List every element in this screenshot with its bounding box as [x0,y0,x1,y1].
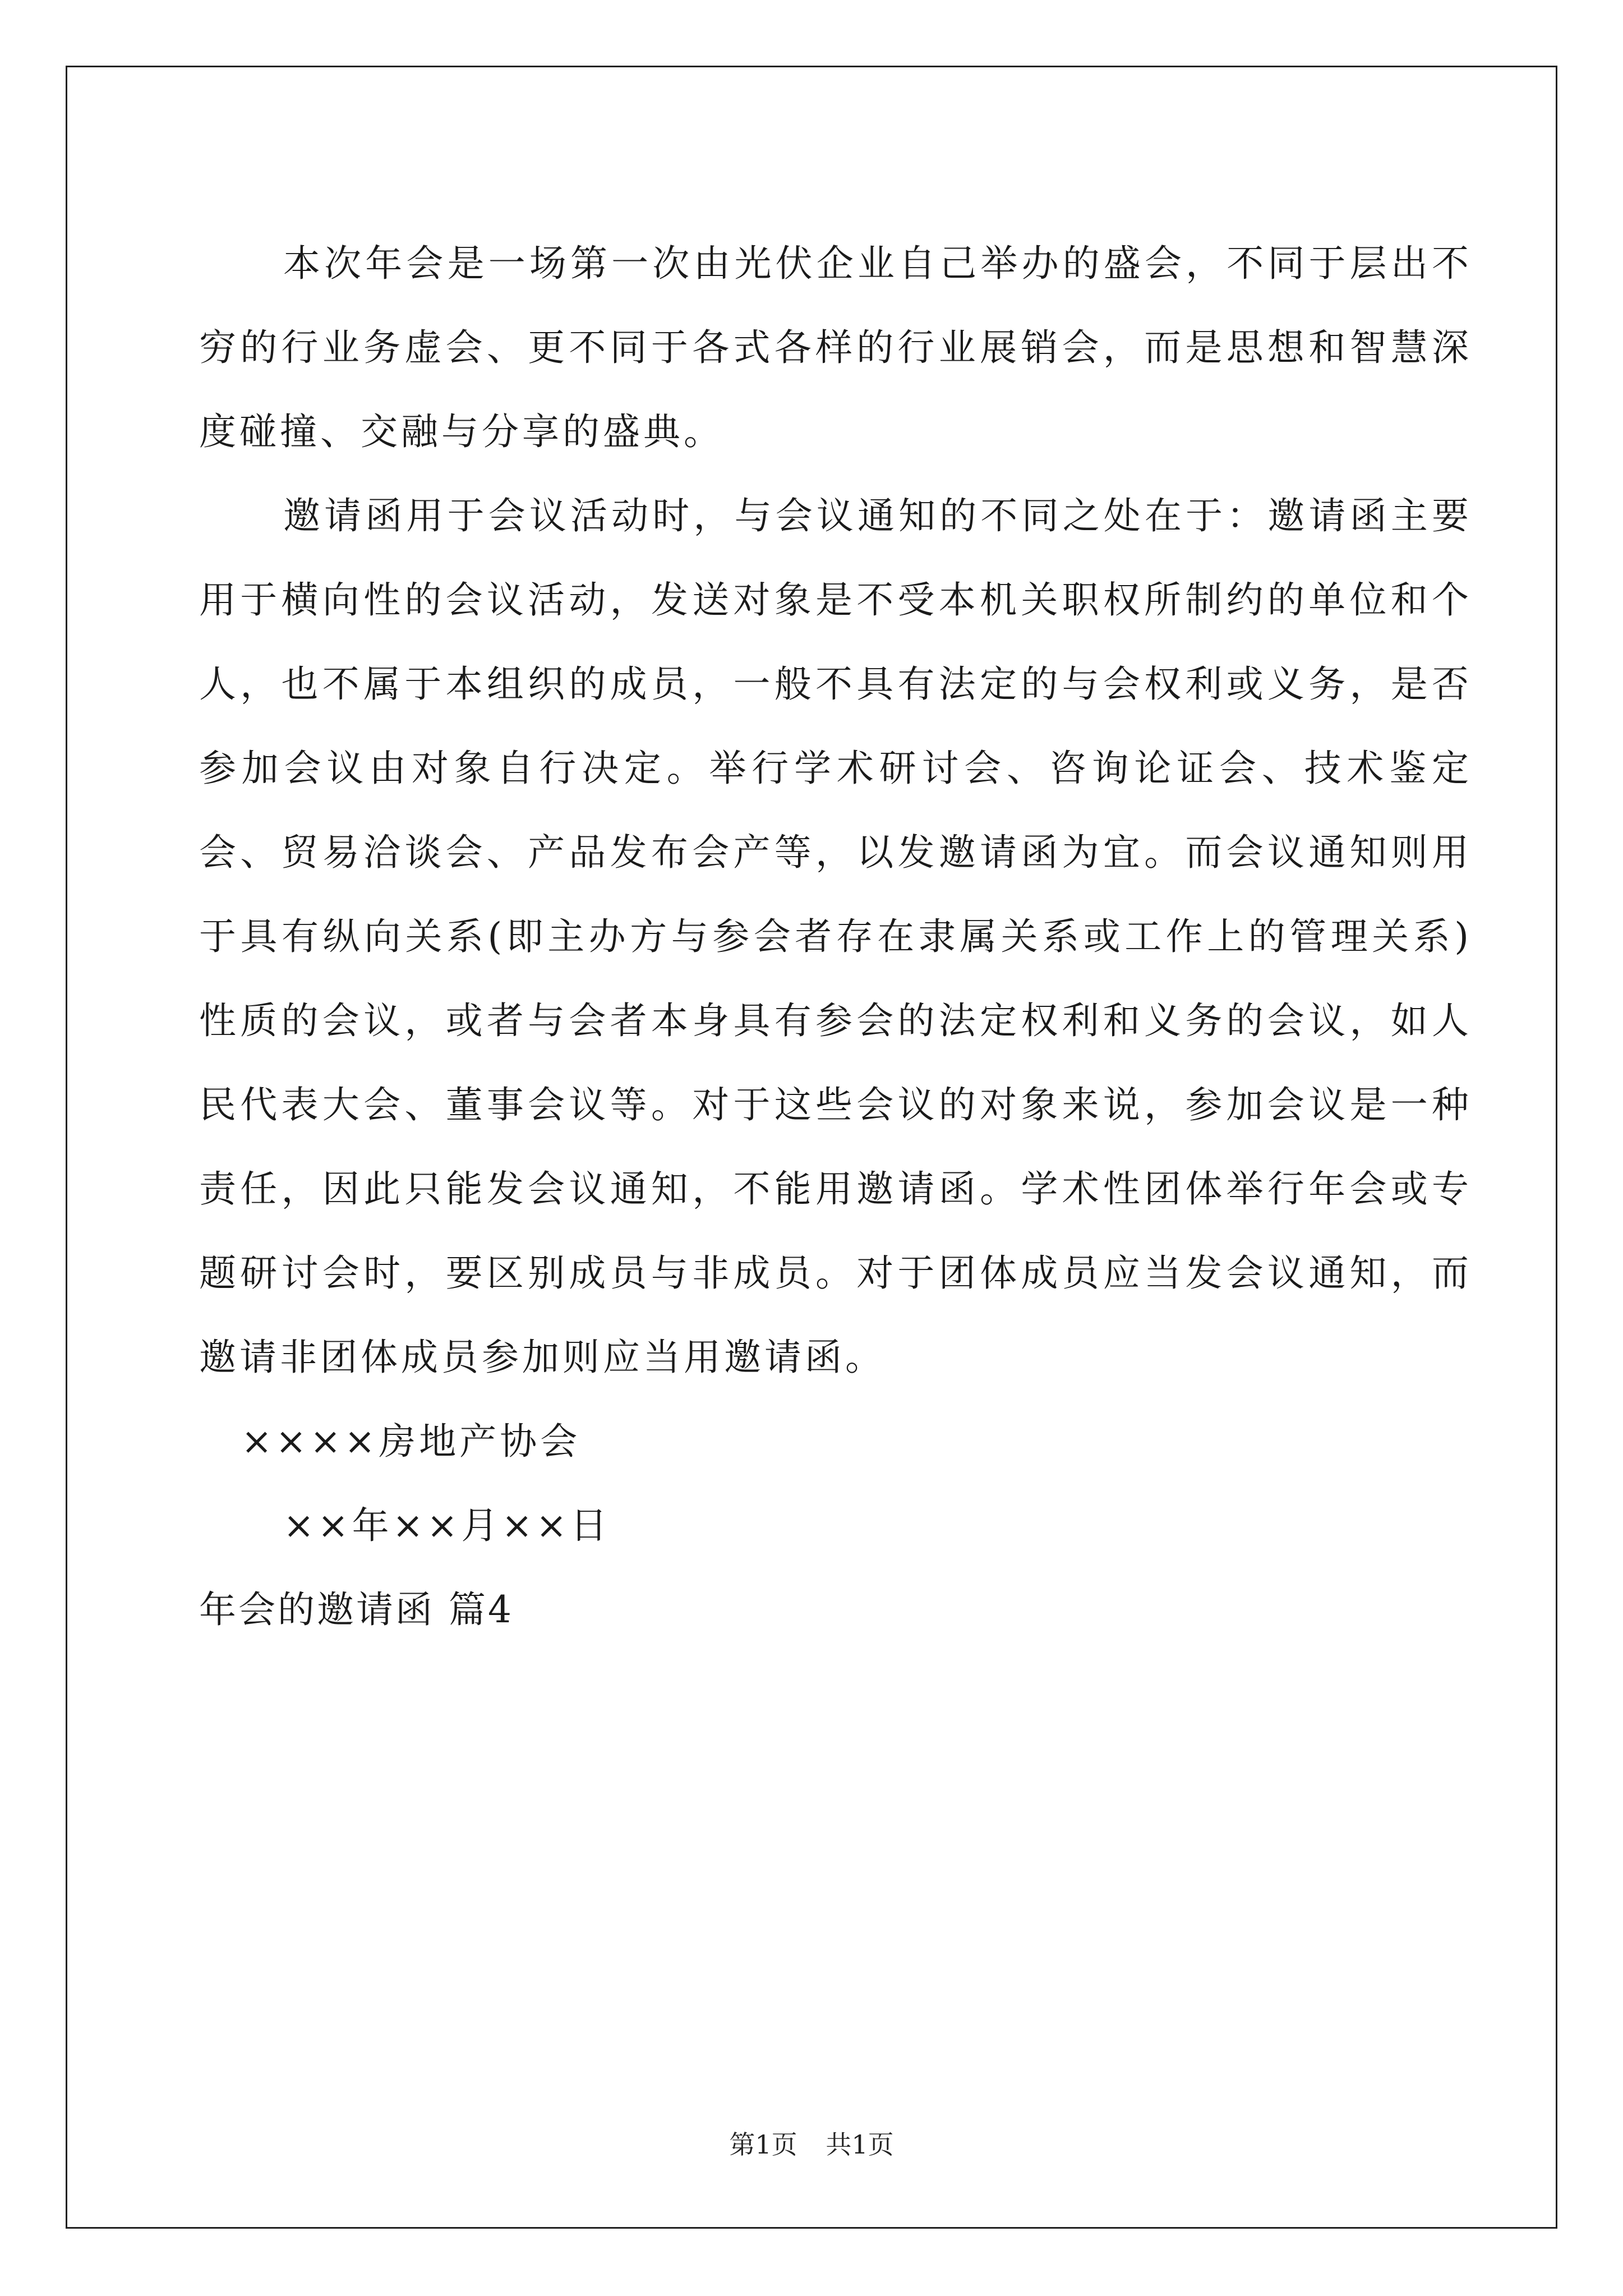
signature-date: ××年××月××日 [283,1504,611,1547]
body-paragraph: 邀请函用于会议活动时，与会议通知的不同之处在于：邀请函主要用于横向性的会议活动，发送对象是不受本机关职权所制约的单位和个人，也不属于本组织的成员，一般不具有法定的与会权利或义务，是否参加会议由对象自行决定。举行学术研讨会、咨询论证会、技术鉴定会、贸易洽谈会、产品发布会产等，以发邀请函为宜。而会议通知则用于具有纵向关系(即主办方与参会者存在隶属关系或工作上的管理关系)性质的会议，或者与会者本身具有参会的法定权利和义务的会议，如人民代表大会、董事会议等。对于这些会议的对象来说，参加会议是一种责任，因此只能发会议通知，不能用邀请函。学术性团体举行年会或专题研讨会时，要区别成员与非成员。对于团体成员应当发会议通知，而邀请非团体成员参加则应当用邀请函。 [199,494,1472,1379]
page-total: 共1页 [826,2129,894,2160]
page-number: 第1页 [729,2129,797,2160]
page-footer [0,2128,1623,2161]
document-body [199,222,1472,1652]
section-heading: 年会的邀请函 篇4 [199,1588,514,1631]
body-paragraph: 本次年会是一场第一次由光伏企业自己举办的盛会，不同于层出不穷的行业务虚会、更不同于各式各样的行业展销会，而是思想和智慧深度碰撞、交融与分享的盛典。 [199,242,1472,453]
signature-organization: ××××房地产协会 [241,1420,581,1463]
